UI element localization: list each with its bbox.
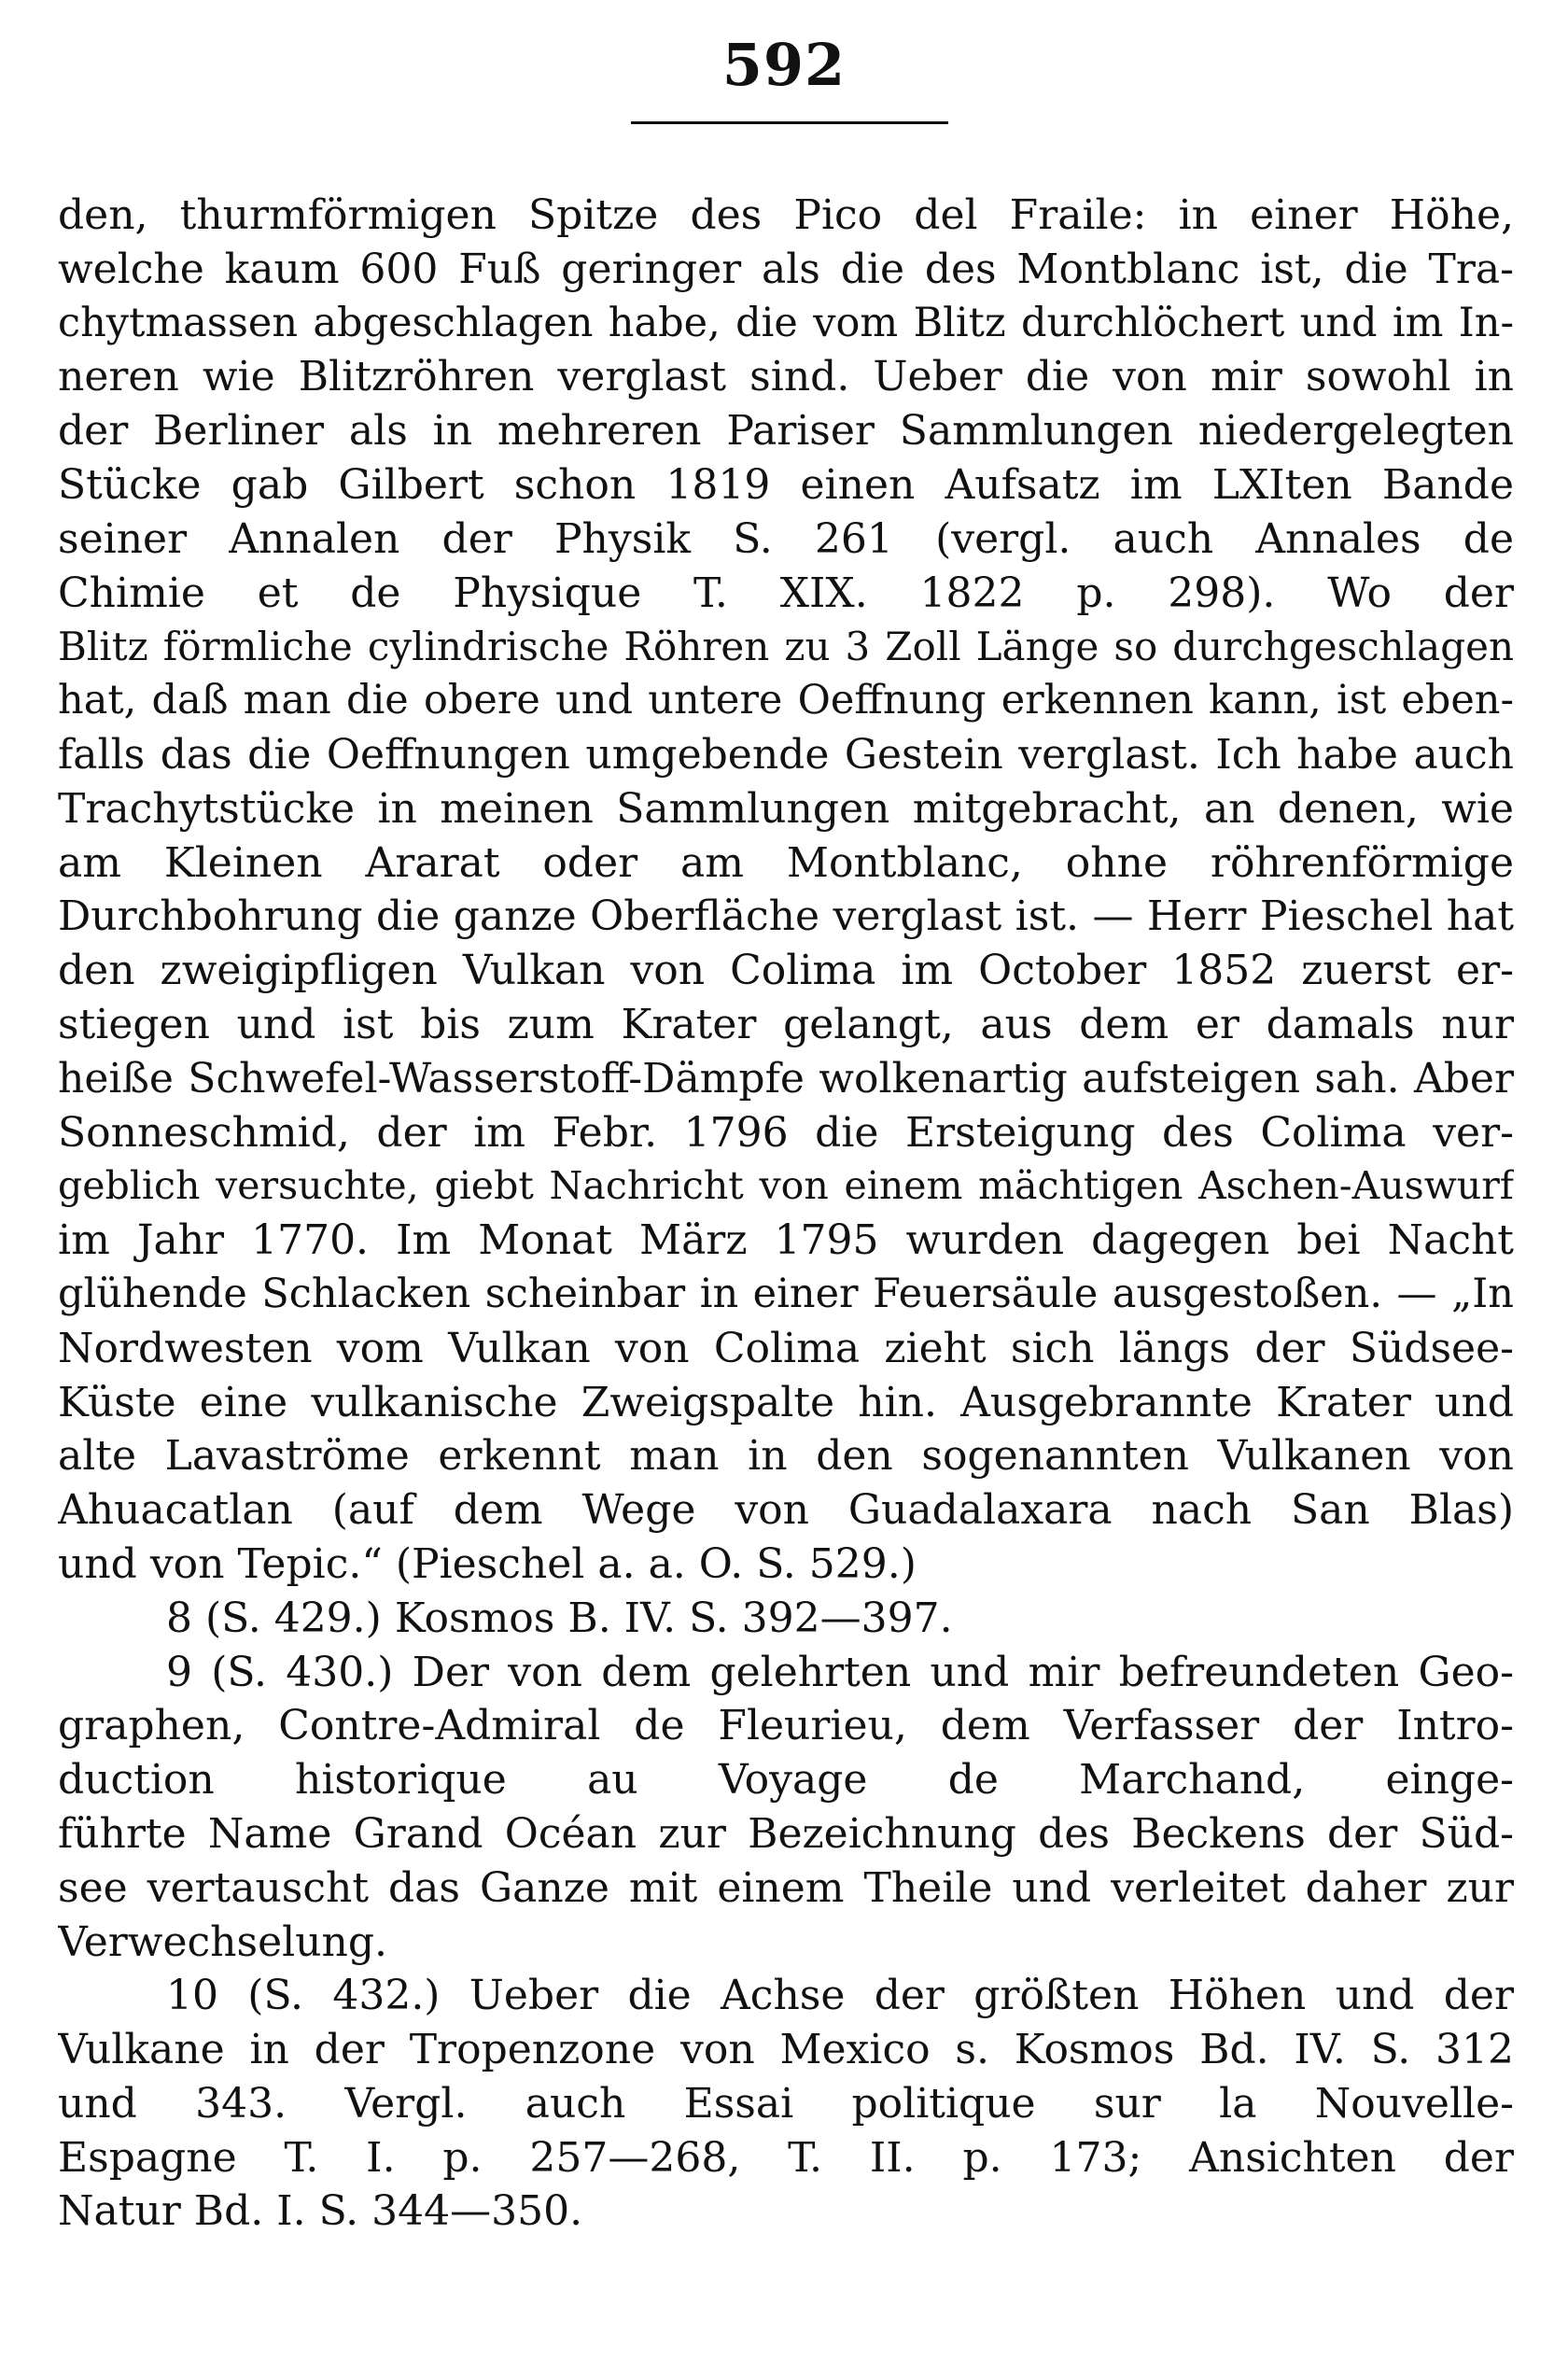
text-line: Trachytstücke in meinen Sammlungen mitgebracht, an denen, wie	[58, 784, 1514, 833]
text-line: Blitz förmliche cylindrische Röhren zu 3 Zoll Länge so durchgeschlagen	[58, 624, 1514, 670]
header-rule	[631, 121, 948, 124]
text-line: see vertauscht das Ganze mit einem Theile und verleitet daher zur	[58, 1863, 1514, 1912]
text-line: den zweigipfligen Vulkan von Colima im October 1852 zuerst er-	[58, 947, 1514, 995]
page-text	[58, 189, 1514, 2239]
text-line: falls das die Oeffnungen umgebende Gestein verglast. Ich habe auch	[58, 730, 1514, 779]
text-line: welche kaum 600 Fuß geringer als die des Montblanc ist, die Tra-	[58, 245, 1514, 293]
text-line: alte Lavaströme erkennt man in den sogenannten Vulkanen von	[58, 1432, 1514, 1481]
text-line: heiße Schwefel-Wasserstoff-Dämpfe wolkenartig aufsteigen sah. Aber	[58, 1054, 1514, 1103]
footnote-9: 9 (S. 430.) Der von dem gelehrten und mir befreundeten Geo-	[166, 1648, 1514, 1696]
text-line: der Berliner als in mehreren Pariser Sammlungen niedergelegten	[58, 407, 1514, 456]
text-line: im Jahr 1770. Im Monat März 1795 wurden dagegen bei Nacht	[58, 1216, 1514, 1265]
text-line: Küste eine vulkanische Zweigspalte hin. Ausgebrannte Krater und	[58, 1378, 1514, 1426]
text-line: duction historique au Voyage de Marchand, einge-	[58, 1756, 1514, 1805]
text-line: neren wie Blitzröhren verglast sind. Ueber die von mir sowohl in	[58, 353, 1514, 401]
text-line: am Kleinen Ararat oder am Montblanc, ohne röhrenförmige	[58, 838, 1514, 887]
text-line: führte Name Grand Océan zur Bezeichnung des Beckens der Süd-	[58, 1809, 1514, 1858]
text-line: chytmassen abgeschlagen habe, die vom Blitz durchlöchert und im In-	[58, 299, 1514, 346]
text-line: Stücke gab Gilbert schon 1819 einen Aufsatz im LXIten Bande	[58, 460, 1514, 509]
text-line: Espagne T. I. p. 257—268, T. II. p. 173; Ansichten der	[58, 2133, 1514, 2182]
text-line: Verwechselung.	[58, 1918, 388, 1966]
footnote-8: 8 (S. 429.) Kosmos B. IV. S. 392—397.	[166, 1594, 953, 1642]
text-line: seiner Annalen der Physik S. 261 (vergl. auch Annales de	[58, 514, 1514, 563]
page-number: 592	[721, 31, 847, 99]
text-line: Natur Bd. I. S. 344—350.	[58, 2187, 583, 2236]
text-line: den, thurmförmigen Spitze des Pico del Fraile: in einer Höhe,	[58, 191, 1514, 239]
text-line: hat, daß man die obere und untere Oeffnung erkennen kann, ist eben-	[58, 677, 1514, 724]
text-line: stiegen und ist bis zum Krater gelangt, aus dem er damals nur	[58, 1000, 1514, 1048]
text-line: Vulkane in der Tropenzone von Mexico s. Kosmos Bd. IV. S. 312	[58, 2026, 1514, 2074]
footnote-10: 10 (S. 432.) Ueber die Achse der größten Höhen und der	[166, 1972, 1514, 2020]
text-line: geblich versuchte, giebt Nachricht von einem mächtigen Aschen-Auswurf	[58, 1163, 1514, 1209]
text-line: glühende Schlacken scheinbar in einer Feuersäule ausgestoßen. — „In	[58, 1270, 1514, 1317]
text-line: Nordwesten vom Vulkan von Colima zieht sich längs der Südsee-	[58, 1324, 1514, 1372]
text-line: graphen, Contre-Admiral de Fleurieu, dem Verfasser der Intro-	[58, 1702, 1514, 1750]
text-line: und 343. Vergl. auch Essai politique sur la Nouvelle-	[58, 2079, 1514, 2128]
text-line: Ahuacatlan (auf dem Wege von Guadalaxara nach San Blas)	[58, 1486, 1514, 1535]
text-line: Sonneschmid, der im Febr. 1796 die Ersteigung des Colima ver-	[58, 1108, 1514, 1157]
text-line: und von Tepic.“ (Pieschel a. a. O. S. 529.)	[58, 1539, 917, 1588]
text-line: Durchbohrung die ganze Oberfläche verglast ist. — Herr Pieschel hat	[58, 892, 1514, 941]
text-line: Chimie et de Physique T. XIX. 1822 p. 298). Wo der	[58, 569, 1514, 617]
